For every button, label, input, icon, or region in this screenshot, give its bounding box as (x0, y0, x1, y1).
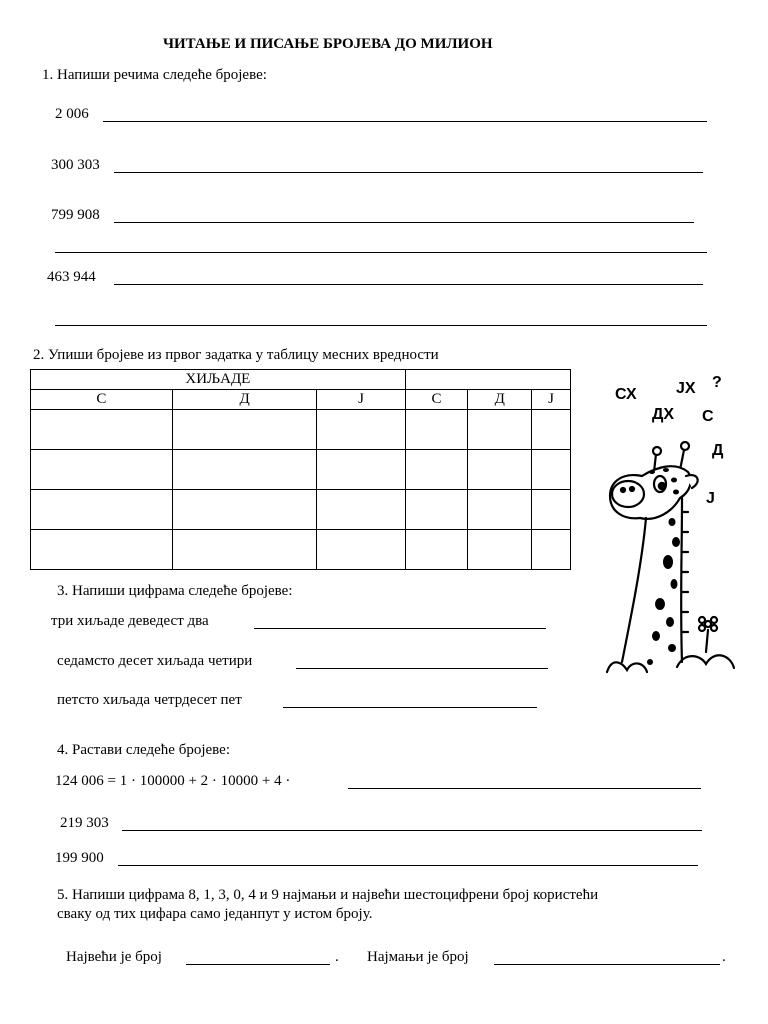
task3-item-2: седамсто десет хиљада четири (57, 653, 253, 669)
table-cell[interactable] (468, 530, 532, 570)
task4-item-2: 199 900 (55, 850, 104, 866)
task3-answer-2[interactable] (296, 668, 548, 669)
task1-number-3: 799 908 (51, 207, 100, 223)
table-cell[interactable] (172, 530, 317, 570)
task4-answer-example[interactable] (348, 788, 701, 789)
col-header: Ј (317, 390, 405, 410)
task1-number-1: 2 006 (55, 106, 89, 122)
table-cell[interactable] (405, 450, 468, 490)
task3-item-1: три хиљаде деведест два (51, 613, 209, 629)
giraffe-label-j: Ј (706, 490, 715, 507)
table-cell[interactable] (31, 490, 173, 530)
table-row (31, 490, 571, 530)
task3-heading: 3. Напиши цифрама следеће бројеве: (57, 583, 293, 599)
table-cell[interactable] (172, 410, 317, 450)
col-header: С (31, 390, 173, 410)
table-cell[interactable] (468, 490, 532, 530)
table-cell[interactable] (468, 410, 532, 450)
task3-answer-1[interactable] (254, 628, 546, 629)
table-cell[interactable] (405, 410, 468, 450)
task4-example: 124 006 = 1 · 100000 + 2 · 10000 + 4 · (55, 773, 291, 789)
answer-line-3[interactable] (114, 222, 694, 223)
task3-item-3: петсто хиљада четрдесет пет (57, 692, 242, 708)
answer-line-4b[interactable] (55, 325, 707, 326)
table-row (31, 530, 571, 570)
largest-dot: . (335, 949, 339, 965)
giraffe-label-s: С (702, 408, 714, 425)
units-header (405, 370, 570, 390)
table-cell[interactable] (317, 530, 405, 570)
smallest-answer[interactable] (494, 964, 720, 965)
giraffe-illustration (602, 372, 742, 682)
table-cell[interactable] (532, 490, 571, 530)
task5-heading-line2: сваку од тих цифара само једанпут у истом броју. (57, 906, 373, 922)
task2-heading: 2. Упиши бројеве из првог задатка у таблицу месних вредности (33, 347, 439, 363)
task1-number-2: 300 303 (51, 157, 100, 173)
table-cell[interactable] (532, 450, 571, 490)
table-cell[interactable] (532, 410, 571, 450)
table-cell[interactable] (31, 410, 173, 450)
giraffe-label-jh: ЈХ (676, 380, 696, 397)
table-cell[interactable] (405, 530, 468, 570)
table-cell[interactable] (468, 450, 532, 490)
giraffe-label-sh: СХ (615, 386, 637, 403)
task3-answer-3[interactable] (283, 707, 537, 708)
task4-heading: 4. Растави следеће бројеве: (57, 742, 230, 758)
answer-line-4[interactable] (114, 284, 703, 285)
table-cell[interactable] (317, 450, 405, 490)
smallest-dot: . (722, 949, 726, 965)
table-cell[interactable] (317, 490, 405, 530)
table-cell[interactable] (172, 450, 317, 490)
table-cell[interactable] (532, 530, 571, 570)
giraffe-label-d: Д (712, 442, 724, 459)
table-cell[interactable] (31, 450, 173, 490)
answer-line-3b[interactable] (55, 252, 707, 253)
table-row (31, 410, 571, 450)
smallest-label: Најмањи је број (367, 949, 469, 965)
table-cell[interactable] (317, 410, 405, 450)
col-header: Д (468, 390, 532, 410)
col-header: С (405, 390, 468, 410)
task4-answer-2[interactable] (118, 865, 698, 866)
table-cell[interactable] (405, 490, 468, 530)
page-title: ЧИТАЊЕ И ПИСАЊЕ БРОЈЕВА ДО МИЛИОН (163, 36, 493, 52)
place-value-table (30, 369, 571, 570)
task5-heading-line1: 5. Напиши цифрама 8, 1, 3, 0, 4 и 9 најмањи и највећи шестоцифрени број користећи (57, 887, 599, 903)
task4-answer-1[interactable] (122, 830, 702, 831)
col-header: Ј (532, 390, 571, 410)
col-header: Д (172, 390, 317, 410)
table-cell[interactable] (31, 530, 173, 570)
giraffe-label-dh: ДХ (652, 406, 675, 423)
table-cell[interactable] (172, 490, 317, 530)
task1-heading: 1. Напиши речима следеће бројеве: (42, 67, 267, 83)
giraffe-label-question: ? (712, 374, 722, 391)
table-row (31, 450, 571, 490)
largest-label: Највећи је број (66, 949, 162, 965)
answer-line-1[interactable] (103, 121, 707, 122)
largest-answer[interactable] (186, 964, 330, 965)
answer-line-2[interactable] (114, 172, 703, 173)
thousands-header: ХИЉАДЕ (31, 370, 406, 390)
task4-item-1: 219 303 (60, 815, 109, 831)
task1-number-4: 463 944 (47, 269, 96, 285)
